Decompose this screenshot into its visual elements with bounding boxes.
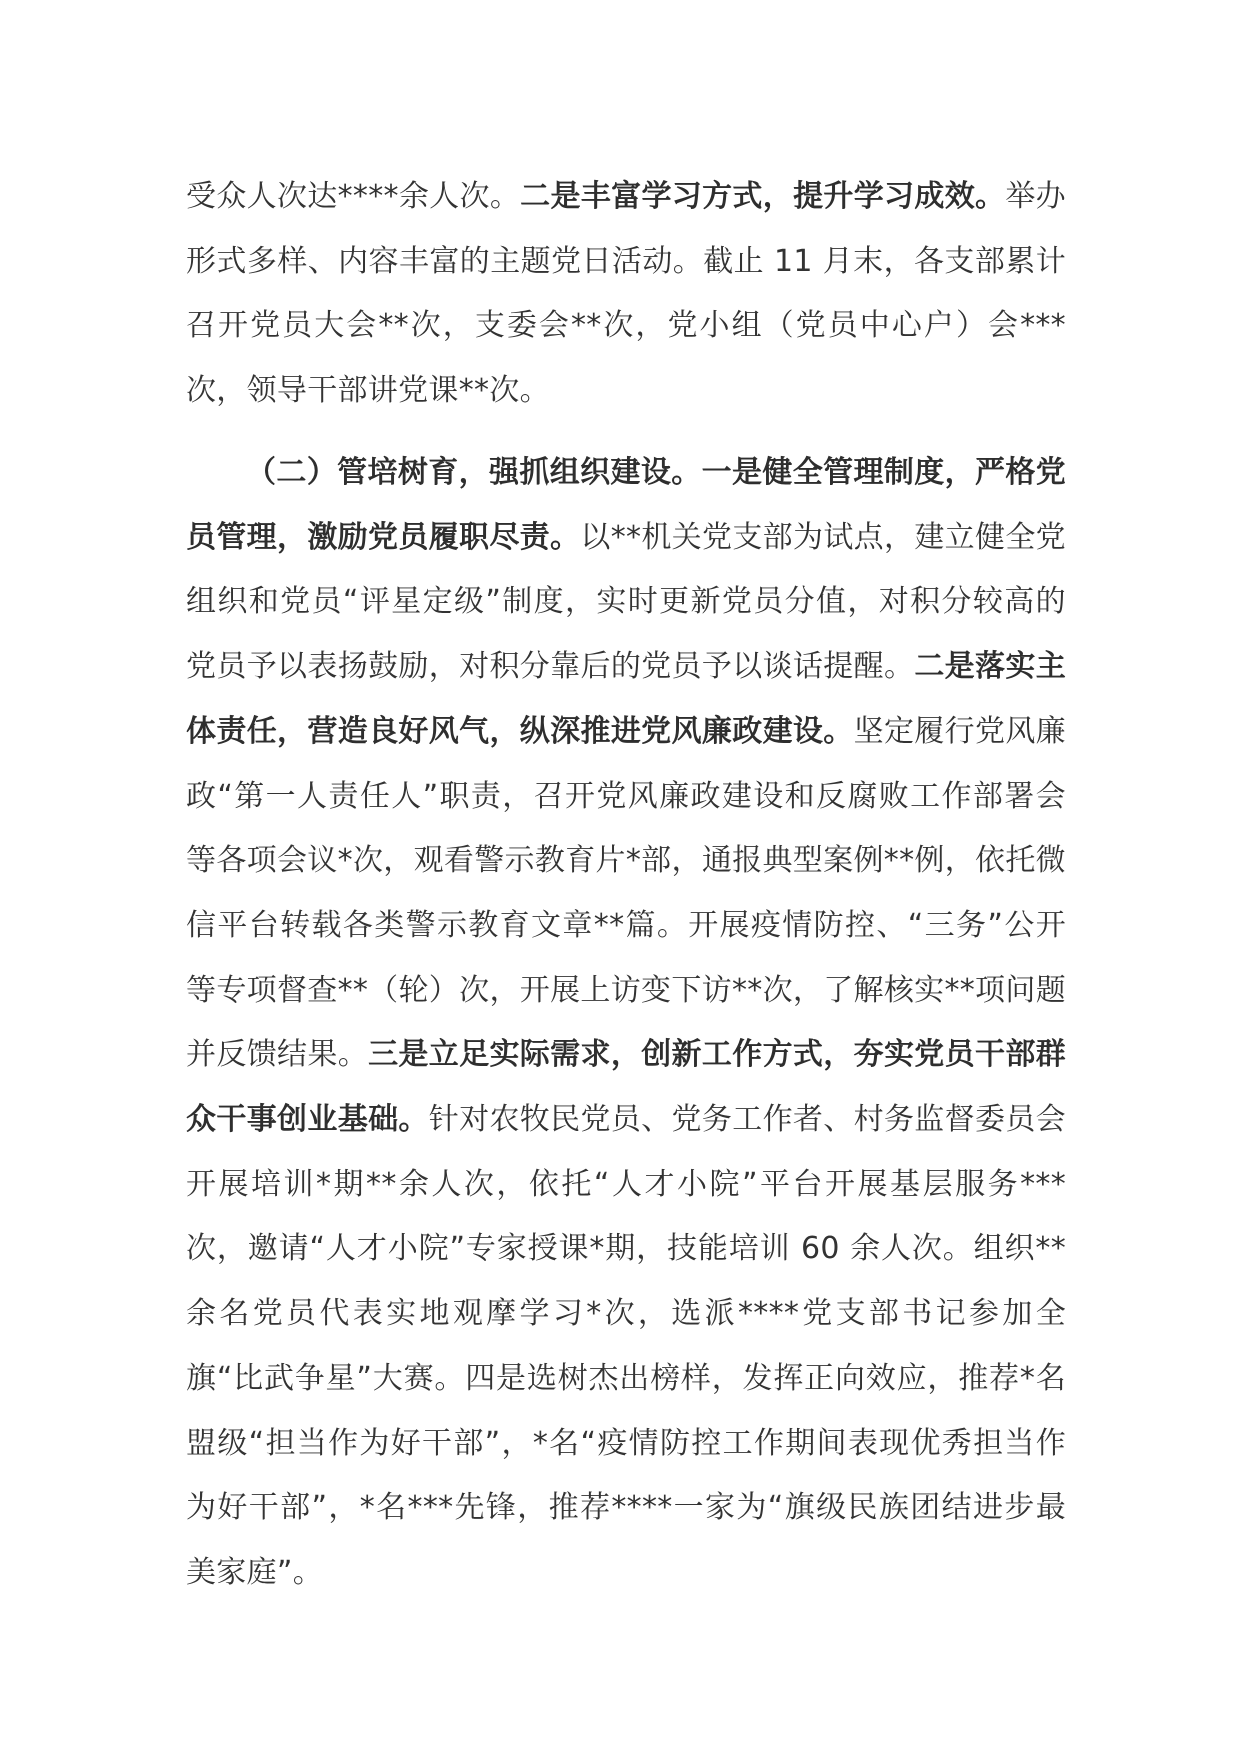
paragraph-organization-building <box>186 441 1066 1606</box>
section-heading: （二）管培树育，强抓组织建设。一是健全管理制度，严格党员管理，激励党员履职尽责。 <box>186 455 1066 555</box>
bold-heading-segment: 二是落实主体责任，营造良好风气，纵深推进党风廉政建设。 <box>186 649 1066 749</box>
bold-heading-segment: 三是立足实际需求，创新工作方式，夯实党员干部群众干事创业基础。 <box>186 1037 1066 1138</box>
text-segment: 举办形式多样、内容丰富的主题党日活动。截止 11 月末，各支部累计召开党员大会**次，支委会**次，党小组（党员中心户）会***次，领导干部讲党课**次。 <box>186 179 1066 409</box>
text-segment: 受众人次达****余人次。 <box>186 179 521 214</box>
text-segment: 针对农牧民党员、党务工作者、村务监督委员会开展培训*期**余人次，依托“人才小院”平台开展基层服务***次，邀请“人才小院”专家授课*期，技能培训 60 余人次。组织**余名党员代表实地观摩学习*次，选派****党支部书记参加全旗“比武争星”大赛。四是选树杰出榜样，发挥正向效应，推荐*名盟级“担当作为好干部”，*名“疫情防控工作期间表现优秀担当作为好干部”，*名***先锋，推荐****一家为“旗级民族团结进步最美家庭”。 <box>186 1102 1066 1590</box>
text-segment: 以**机关党支部为试点，建立健全党组织和党员“评星定级”制度，实时更新党员分值，对积分较高的党员予以表扬鼓励，对积分靠后的党员予以谈话提醒。 <box>186 519 1066 685</box>
paragraph-study-methods <box>186 165 1066 424</box>
text-segment: 坚定履行党风廉政“第一人责任人”职责，召开党风廉政建设和反腐败工作部署会等各项会议*次，观看警示教育片*部，通报典型案例**例，依托微信平台转载各类警示教育文章**篇。开展疫情防控、“三务”公开等专项督查**（轮）次，开展上访变下访**次，了解核实**项问题并反馈结果。 <box>186 713 1066 1073</box>
bold-heading-segment: 二是丰富学习方式，提升学习成效。 <box>520 179 1006 214</box>
